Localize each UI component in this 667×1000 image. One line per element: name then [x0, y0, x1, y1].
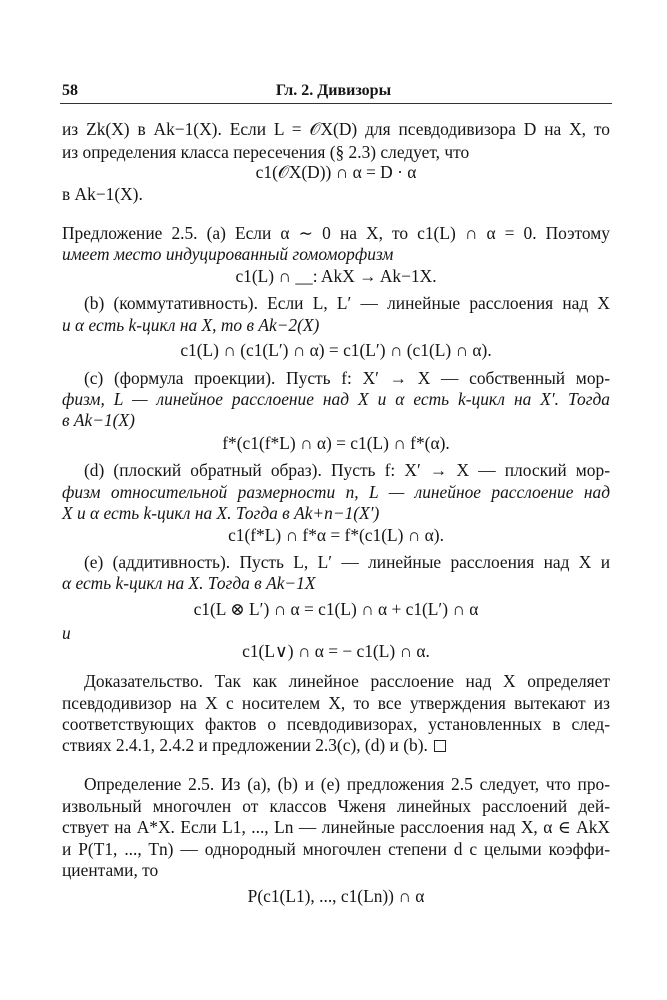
text-line: псевдодивизор на X с носителем X, то все утверждения вытекают из [62, 693, 610, 713]
text-line: циентами, то [62, 860, 159, 880]
text-line: α есть k-цикл на X. Тогда в Ak−1X [62, 573, 316, 593]
display-formula: c1(L) ∩ __: AkX → Ak−1X. [235, 266, 437, 286]
text-line: и P(T1, ..., Tn) — однородный многочлен степени d с целыми коэффи- [62, 839, 610, 859]
proposition-line: Предложение 2.5. (а) Если α ∼ 0 на X, то c1(L) ∩ α = 0. Поэтому [62, 223, 610, 243]
text-line: из Zk(X) в Ak−1(X). Если L = 𝒪X(D) для псевдодивизора D на X, то [62, 119, 610, 139]
display-formula: f*(c1(f*L) ∩ α) = c1(L) ∩ f*(α). [222, 433, 450, 453]
text-line: ствиях 2.4.1, 2.4.2 и предложении 2.3(c), (d) и (b). [62, 735, 428, 755]
text-line: из определения класса пересечения (§ 2.3) следует, что [62, 142, 470, 162]
display-formula: c1(f*L) ∩ f*α = f*(c1(L) ∩ α). [228, 525, 444, 545]
text-line: (b) (коммутативность). Если L, L′ — линейные расслоения над X [84, 293, 610, 313]
text-line: физм, L — линейное расслоение над X и α есть k-цикл на X′. Тогда [62, 389, 610, 409]
running-head: Гл. 2. Дивизоры [275, 82, 392, 99]
display-formula: c1(L∨) ∩ α = − c1(L) ∩ α. [242, 641, 430, 661]
page-number: 58 [62, 82, 78, 99]
definition-line: Определение 2.5. Из (а), (b) и (e) предложения 2.5 следует, что про- [84, 774, 610, 794]
display-formula: P(c1(L1), ..., c1(Ln)) ∩ α [247, 886, 425, 906]
text-line: (e) (аддитивность). Пусть L, L′ — линейные расслоения над X и [84, 552, 610, 572]
display-formula: c1(𝒪X(D)) ∩ α = D · α [255, 162, 417, 182]
text-line: в Ak−1(X) [62, 410, 135, 430]
text-line: и α есть k-цикл на X, то в Ak−2(X) [62, 315, 320, 335]
text-line: соответствующих фактов о псевдодивизорах, установленных в след- [62, 714, 610, 734]
text-line: (d) (плоский обратный образ). Пусть f: X′ → X — плоский мор- [84, 460, 610, 480]
text-line-end [62, 734, 610, 756]
text-line: и [62, 623, 71, 643]
proof-line: Доказательство. Так как линейное расслоение над X определяет [84, 671, 610, 691]
qed-icon [434, 740, 446, 752]
text-line: X и α есть k-цикл на X. Тогда в Ak+n−1(X′) [62, 503, 380, 523]
display-formula: c1(L) ∩ (c1(L′) ∩ α) = c1(L′) ∩ (c1(L) ∩ α). [180, 340, 492, 360]
text-line: извольный многочлен от классов Чженя линейных расслоений дей- [62, 796, 610, 816]
text-line: физм относительной размерности n, L — линейное расслоение над [62, 482, 610, 502]
header-rule [60, 103, 612, 104]
text-line: ствует на A*X. Если L1, ..., Ln — линейные расслоения над X, α ∈ AkX [62, 817, 610, 837]
display-formula: c1(L ⊗ L′) ∩ α = c1(L) ∩ α + c1(L′) ∩ α [193, 599, 479, 619]
text-line: имеет место индуцированный гомоморфизм [62, 244, 394, 264]
text-line: в Ak−1(X). [62, 184, 143, 204]
text-line: (c) (формула проекции). Пусть f: X′ → X — собственный мор- [84, 368, 610, 388]
